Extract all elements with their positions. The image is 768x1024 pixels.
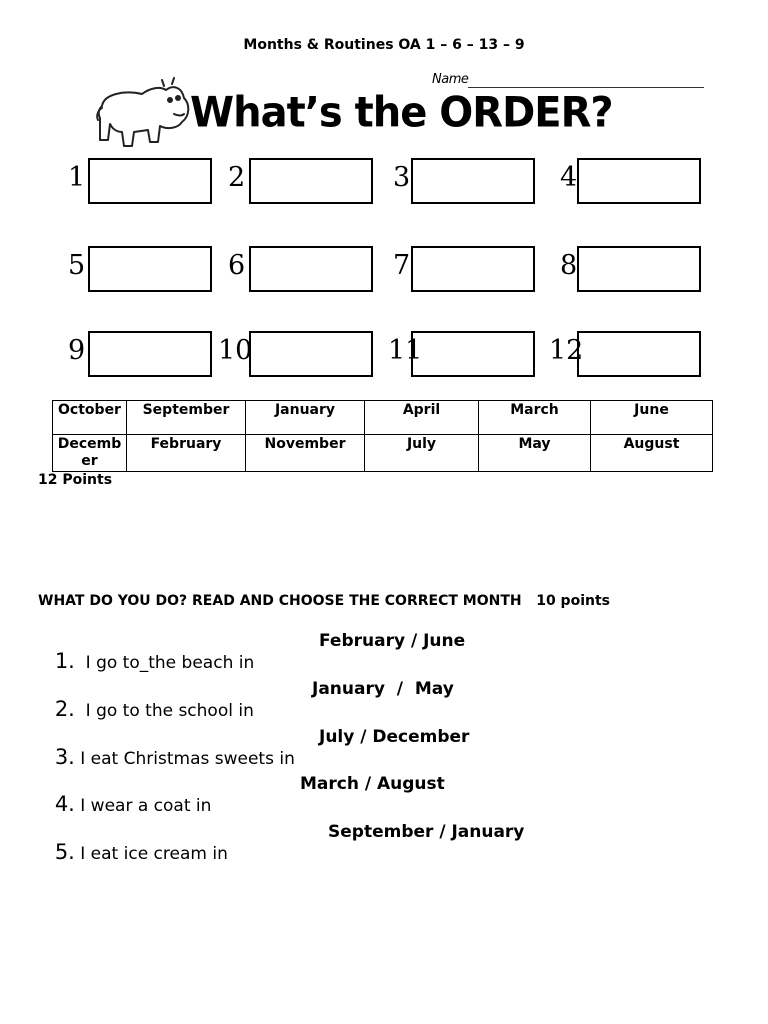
month-cell: January [246,401,365,435]
answer-box-6[interactable] [249,246,373,292]
question-1 [44,629,254,673]
question-number: 1. [54,649,75,673]
month-cell: Decemb er [53,435,127,472]
month-cell: June [591,401,713,435]
table-row [53,435,713,472]
month-cell: April [365,401,479,435]
worksheet-header: Months & Routines OA 1 – 6 – 13 – 9 [243,37,525,53]
order-number: 1 [68,162,86,193]
answer-box-1[interactable] [88,158,212,204]
month-cell: November [246,435,365,472]
order-number: 3 [393,162,411,193]
order-number: 2 [228,162,246,193]
month-cell: May [479,435,591,472]
order-number: 7 [393,250,411,281]
month-cell: March [479,401,591,435]
answer-box-9[interactable] [88,331,212,377]
answer-options-2[interactable]: January / May [312,679,454,699]
question-number: 4. [54,792,75,816]
month-cell: October [53,401,127,435]
question-text: I go to the school in [74,701,254,721]
question-text: I eat Christmas sweets in [74,749,295,769]
answer-box-12[interactable] [577,331,701,377]
question-number: 2. [54,697,75,721]
worksheet-title: What’s the ORDER? [190,88,613,138]
answer-box-11[interactable] [411,331,535,377]
order-number: 12 [549,335,584,366]
order-number: 8 [560,250,578,281]
question-4 [44,772,211,816]
section-instructions: WHAT DO YOU DO? READ AND CHOOSE THE CORRECT MONTH 10 points [38,593,610,609]
question-3 [44,725,295,769]
name-line[interactable] [468,87,704,88]
month-cell: September [127,401,246,435]
table-row [53,401,713,435]
answer-box-3[interactable] [411,158,535,204]
name-label: Name [432,72,469,87]
question-number: 5. [54,840,75,864]
month-cell: February [127,435,246,472]
answer-box-5[interactable] [88,246,212,292]
order-number: 10 [218,335,253,366]
order-number: 6 [228,250,246,281]
answer-box-2[interactable] [249,158,373,204]
answer-options-5[interactable]: September / January [328,822,525,842]
order-number: 9 [68,335,86,366]
question-2 [44,677,254,721]
month-cell: July [365,435,479,472]
answer-box-7[interactable] [411,246,535,292]
months-table [52,400,713,472]
answer-options-3[interactable]: July / December [319,727,470,747]
order-number: 4 [560,162,578,193]
question-text: I wear a coat in [74,796,212,816]
question-text: I go to_the beach in [74,653,255,673]
answer-box-4[interactable] [577,158,701,204]
answer-box-8[interactable] [577,246,701,292]
answer-options-1[interactable]: February / June [319,631,466,651]
points-label: 12 Points [38,472,113,488]
answer-box-10[interactable] [249,331,373,377]
order-number: 11 [388,335,423,366]
month-cell: August [591,435,713,472]
order-number: 5 [68,250,86,281]
question-text: I eat ice cream in [74,844,228,864]
question-number: 3. [54,745,75,769]
hippo-icon [94,76,194,154]
answer-options-4[interactable]: March / August [300,774,445,794]
question-5 [44,820,228,864]
